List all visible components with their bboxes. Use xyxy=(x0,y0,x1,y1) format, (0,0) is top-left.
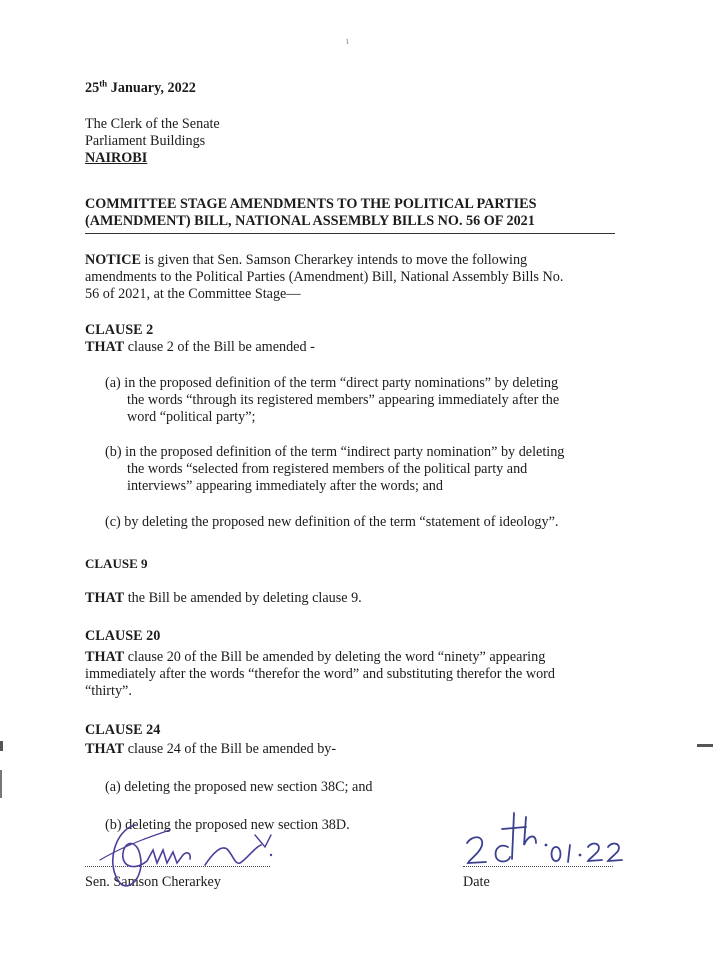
clause-2-item-c: (c) by deleting the proposed new definition of the term “statement of ideology”. xyxy=(105,514,559,530)
title-line-2: (AMENDMENT) BILL, NATIONAL ASSEMBLY BILLS NO. 56 OF 2021 xyxy=(85,213,535,229)
date-label: Date xyxy=(463,874,490,890)
clause-9-heading: CLAUSE 9 xyxy=(85,556,148,571)
scan-mark-left xyxy=(0,741,3,751)
clause-20-heading: CLAUSE 20 xyxy=(85,628,161,644)
clause-24-item-a: (a) deleting the proposed new section 38C; and xyxy=(105,779,373,795)
clause-20-line-3: “thirty”. xyxy=(85,683,132,699)
notice-line-2: amendments to the Political Parties (Amendment) Bill, National Assembly Bills No. xyxy=(85,269,564,285)
page-mark: ι xyxy=(346,36,349,47)
clause-2-heading: CLAUSE 2 xyxy=(85,322,154,338)
clause-20-line-2: immediately after the words “therefor the word” and substituting therefor the word xyxy=(85,666,556,682)
handwritten-signature xyxy=(95,805,285,895)
signatory-name: Sen. Samson Cherarkey xyxy=(85,874,221,890)
clause-24-intro: THAT clause 24 of the Bill be amended by- xyxy=(85,741,337,757)
clause-24-item-b: (b) deleting the proposed new section 38D. xyxy=(105,817,350,833)
clause-2-item-b-line-2: the words “selected from registered members of the political party and xyxy=(127,461,528,477)
address-city: NAIROBI xyxy=(85,150,148,166)
clause-2-item-a-line-3: word “political party”; xyxy=(127,409,256,425)
clause-2-intro: THAT clause 2 of the Bill be amended - xyxy=(85,339,315,355)
address-line-2: Parliament Buildings xyxy=(85,133,206,149)
address-line-1: The Clerk of the Senate xyxy=(85,116,220,132)
clause-24-heading: CLAUSE 24 xyxy=(85,722,161,738)
clause-20-line-1: THAT clause 20 of the Bill be amended by deleting the word “ninety” appearing xyxy=(85,649,546,665)
letter-date: 25th January, 2022 xyxy=(85,78,196,96)
notice-line-1: NOTICE is given that Sen. Samson Cherarkey intends to move the following xyxy=(85,252,528,268)
title-underline xyxy=(85,233,615,234)
title-line-1: COMMITTEE STAGE AMENDMENTS TO THE POLITICAL PARTIES xyxy=(85,196,537,212)
scan-mark-right xyxy=(697,744,713,747)
scan-mark-left-lower xyxy=(0,770,2,798)
notice-line-3: 56 of 2021, at the Committee Stage— xyxy=(85,286,301,302)
clause-2-item-a-line-1: (a) in the proposed definition of the term “direct party nominations” by deleting xyxy=(105,375,559,391)
clause-2-item-b-line-3: interviews” appearing immediately after the words; and xyxy=(127,478,443,494)
handwritten-date xyxy=(462,805,632,870)
clause-9-text: THAT the Bill be amended by deleting clause 9. xyxy=(85,590,362,606)
clause-2-item-b-line-1: (b) in the proposed definition of the term “indirect party nomination” by deleting xyxy=(105,444,565,460)
clause-2-item-a-line-2: the words “through its registered members” appearing immediately after the xyxy=(127,392,560,408)
